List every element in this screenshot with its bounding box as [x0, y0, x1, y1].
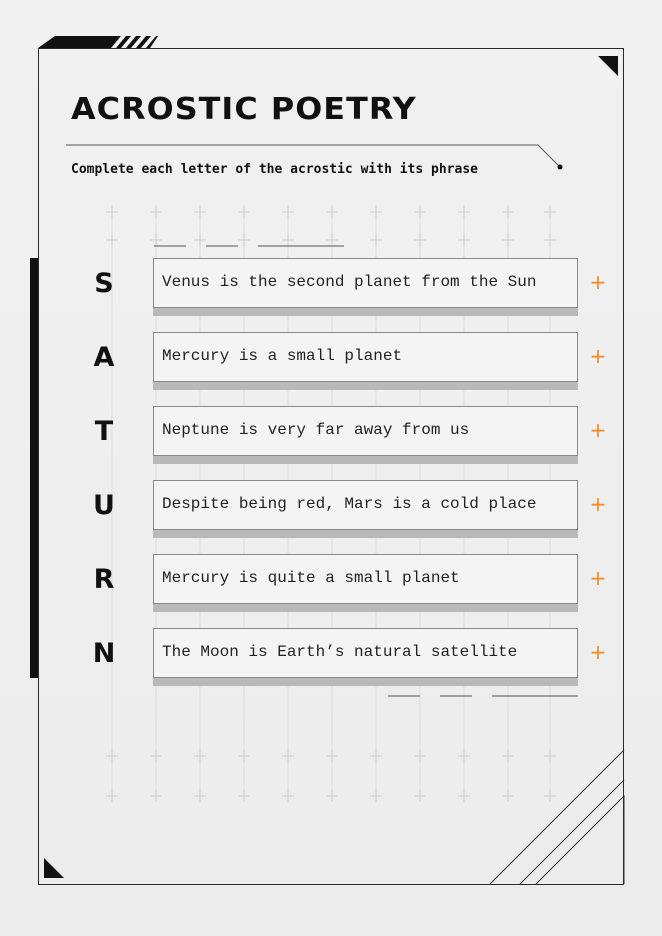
acrostic-letter: N	[92, 638, 116, 669]
phrase-box[interactable]	[153, 628, 578, 678]
acrostic-letter: S	[94, 268, 114, 299]
phrase-text: Neptune is very far away from us	[162, 421, 470, 439]
phrase-box-shadow	[153, 678, 578, 686]
acrostic-letter: A	[93, 342, 115, 373]
plus-icon: +	[589, 492, 607, 516]
acrostic-letter: U	[93, 490, 115, 521]
plus-icon: +	[589, 640, 607, 664]
phrase-box[interactable]	[153, 554, 578, 604]
phrase-box-shadow	[153, 308, 578, 316]
phrase-box[interactable]	[153, 480, 578, 530]
plus-icon: +	[589, 566, 607, 590]
phrase-text: Mercury is a small planet	[162, 347, 403, 365]
page-subtitle: Complete each letter of the acrostic with its phrase	[71, 162, 478, 177]
phrase-text: Despite being red, Mars is a cold place	[162, 495, 537, 513]
phrase-text: The Moon is Earth’s natural satellite	[162, 643, 518, 661]
page-title: ACROSTIC POETRY	[71, 92, 417, 127]
plus-icon: +	[589, 344, 607, 368]
phrase-text: Venus is the second planet from the Sun	[162, 273, 537, 291]
phrase-box[interactable]	[153, 258, 578, 308]
acrostic-letter: T	[94, 416, 114, 447]
plus-icon: +	[589, 418, 607, 442]
phrase-box-shadow	[153, 456, 578, 464]
plus-icon: +	[589, 270, 607, 294]
phrase-box-shadow	[153, 604, 578, 612]
phrase-box-shadow	[153, 382, 578, 390]
phrase-box[interactable]	[153, 406, 578, 456]
side-accent-bar	[30, 258, 38, 678]
phrase-box[interactable]	[153, 332, 578, 382]
phrase-text: Mercury is quite a small planet	[162, 569, 460, 587]
phrase-box-shadow	[153, 530, 578, 538]
acrostic-letter: R	[93, 564, 115, 595]
